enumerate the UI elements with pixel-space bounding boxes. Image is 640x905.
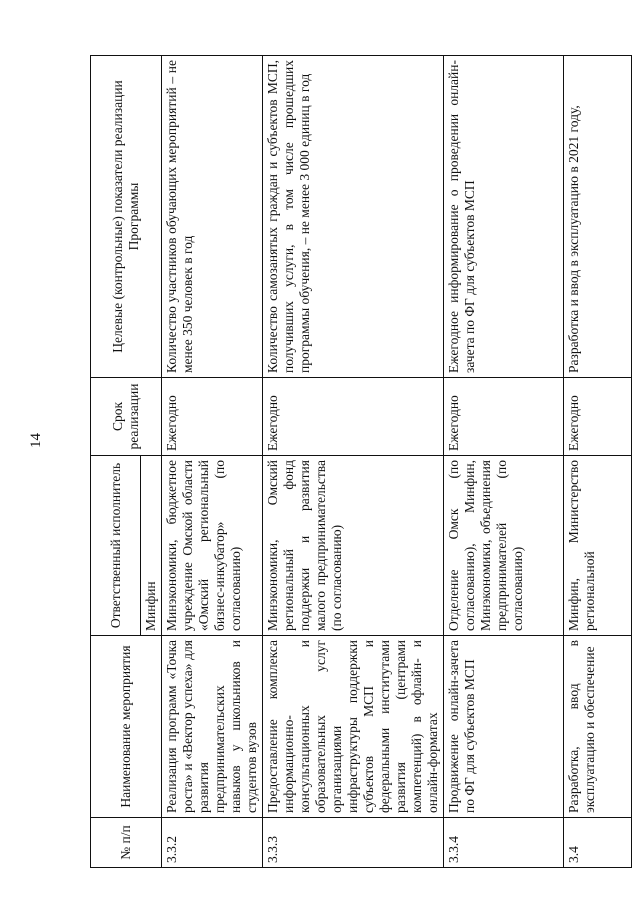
program-table xyxy=(90,55,632,868)
row-executor: Минэкономики, Омский региональный фонд поддержки и развития малого предпринимательства (по согласованию) xyxy=(263,456,444,636)
table-row xyxy=(444,56,564,868)
table-row xyxy=(162,56,263,868)
header-name: Наименование мероприятия xyxy=(91,636,162,818)
row-indicators: Ежегодное информирование о проведении онлайн-зачета по ФГ для субъектов МСП xyxy=(444,56,564,378)
table-row xyxy=(263,56,444,868)
row-num: 3.3.4 xyxy=(444,818,564,868)
row-num: 3.4 xyxy=(564,818,632,868)
sub-executor: Минфин xyxy=(141,456,162,636)
row-executor: Отделение Омск (по согласованию), Минфин, Минэкономики, объединения предпринимателей (по согласованию) xyxy=(444,456,564,636)
row-term: Ежегодно xyxy=(162,378,263,456)
row-name: Предоставление комплекса информационно-консультационных и образовательных услуг организациями инфраструктуры поддержки субъектов МСП и федеральными институтами развития (центрами компетенций) в офлайн- и онлайн-форматах xyxy=(263,636,444,818)
header-row xyxy=(91,56,141,868)
row-indicators: Количество участников обучающих мероприятий – не менее 350 человек в год xyxy=(162,56,263,378)
row-name: Разработка, ввод в эксплуатацию и обеспечение xyxy=(564,636,632,818)
row-indicators: Разработка и ввод в эксплуатацию в 2021 году, xyxy=(564,56,632,378)
row-executor: Минэкономики, бюджетное учреждение Омской области «Омский региональный бизнес-инкубатор» (по согласованию) xyxy=(162,456,263,636)
row-num: 3.3.3 xyxy=(263,818,444,868)
header-num: № п/п xyxy=(91,818,162,868)
row-name: Продвижение онлайн-зачета по ФГ для субъектов МСП xyxy=(444,636,564,818)
row-indicators: Количество самозанятых граждан и субъектов МСП, получивших услуги, в том числе прошедших программы обучения, – не менее 3 000 единиц в год xyxy=(263,56,444,378)
header-indicators: Целевые (контрольные) показатели реализации Программы xyxy=(91,56,162,378)
row-executor: Минфин, Министерство региональной xyxy=(564,456,632,636)
row-term: Ежегодно xyxy=(444,378,564,456)
table-row xyxy=(564,56,632,868)
page-number: 14 xyxy=(28,433,44,448)
row-term: Ежегодно xyxy=(263,378,444,456)
row-name: Реализация программ «Точка роста» и «Вектор успеха» для развития предпринимательских навыков у школьников и студентов вузов xyxy=(162,636,263,818)
rotated-table-container xyxy=(90,56,597,868)
row-term: Ежегодно xyxy=(564,378,632,456)
header-term: Срок реализации xyxy=(91,378,162,456)
row-num: 3.3.2 xyxy=(162,818,263,868)
header-executor: Ответственный исполнитель xyxy=(91,456,141,636)
